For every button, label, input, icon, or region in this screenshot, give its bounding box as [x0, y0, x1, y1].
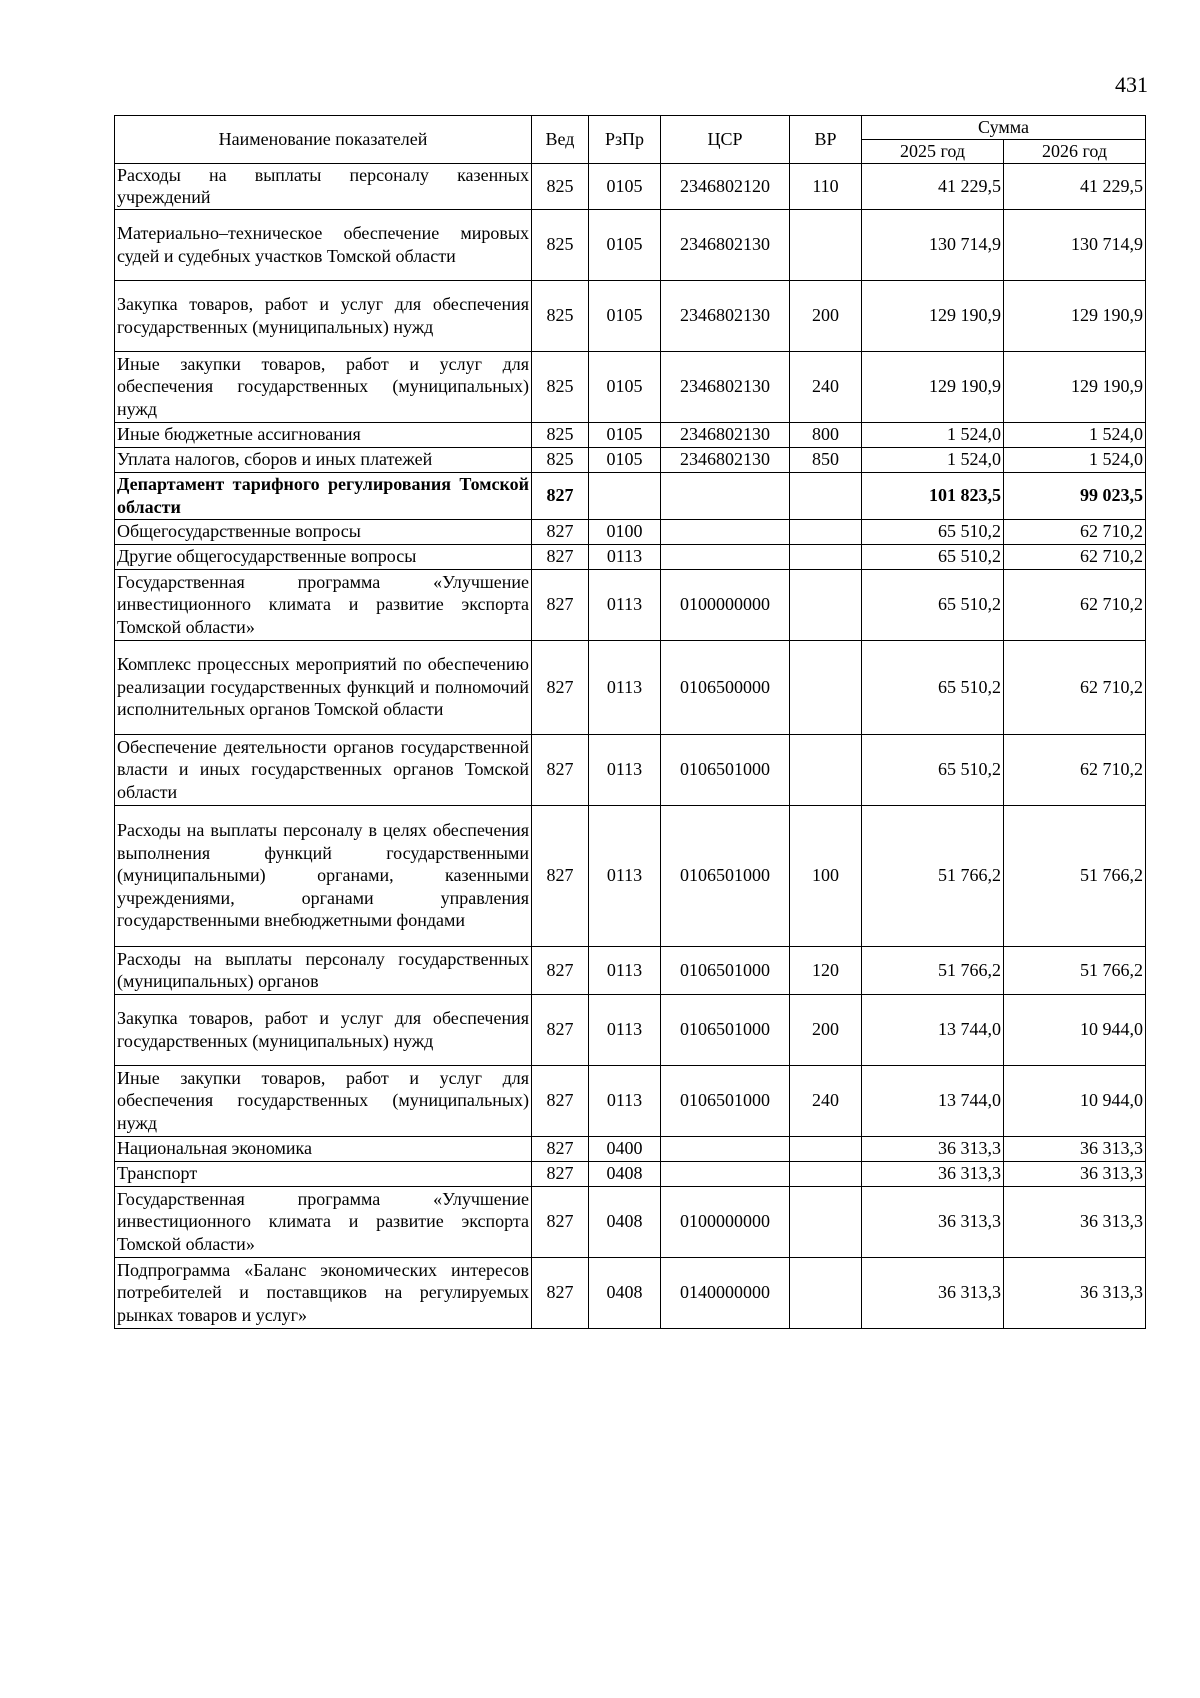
table-row — [115, 209, 1146, 280]
row-sum-2026: 10 944,0 — [1004, 994, 1146, 1065]
header-sum: Сумма — [862, 116, 1146, 140]
row-ved: 827 — [532, 1161, 589, 1186]
row-sum-2026: 51 766,2 — [1004, 805, 1146, 946]
row-sum-2026: 62 710,2 — [1004, 640, 1146, 734]
table-row — [115, 1186, 1146, 1257]
row-name: Департамент тарифного регулирования Томской области — [115, 472, 532, 519]
row-name: Государственная программа «Улучшение инвестиционного климата и развитие экспорта Томской области» — [115, 1186, 532, 1257]
row-vr: 240 — [790, 351, 862, 422]
row-rzpr: 0105 — [589, 447, 661, 472]
row-ved: 827 — [532, 569, 589, 640]
row-csr: 0100000000 — [661, 1186, 790, 1257]
row-vr — [790, 1186, 862, 1257]
row-sum-2026: 36 313,3 — [1004, 1136, 1146, 1161]
row-sum-2025: 1 524,0 — [862, 447, 1004, 472]
row-csr — [661, 472, 790, 519]
row-sum-2026: 62 710,2 — [1004, 544, 1146, 569]
row-sum-2025: 65 510,2 — [862, 569, 1004, 640]
row-rzpr: 0105 — [589, 422, 661, 447]
row-ved: 825 — [532, 163, 589, 209]
row-name: Комплекс процессных мероприятий по обеспечению реализации государственных функций и полномочий исполнительных органов Томской области — [115, 640, 532, 734]
row-ved: 827 — [532, 1257, 589, 1328]
row-sum-2026: 129 190,9 — [1004, 280, 1146, 351]
table-row — [115, 734, 1146, 805]
row-vr: 800 — [790, 422, 862, 447]
row-rzpr: 0408 — [589, 1257, 661, 1328]
table-row — [115, 472, 1146, 519]
row-sum-2025: 36 313,3 — [862, 1186, 1004, 1257]
row-sum-2025: 65 510,2 — [862, 544, 1004, 569]
row-rzpr: 0105 — [589, 163, 661, 209]
row-sum-2026: 1 524,0 — [1004, 422, 1146, 447]
table-row — [115, 1161, 1146, 1186]
row-ved: 827 — [532, 805, 589, 946]
row-sum-2026: 130 714,9 — [1004, 209, 1146, 280]
row-sum-2025: 129 190,9 — [862, 351, 1004, 422]
row-name: Расходы на выплаты персоналу государственных (муниципальных) органов — [115, 946, 532, 994]
row-vr: 120 — [790, 946, 862, 994]
table-row — [115, 351, 1146, 422]
row-sum-2025: 129 190,9 — [862, 280, 1004, 351]
table-row — [115, 519, 1146, 544]
row-name: Закупка товаров, работ и услуг для обеспечения государственных (муниципальных) нужд — [115, 994, 532, 1065]
row-csr — [661, 544, 790, 569]
row-sum-2025: 13 744,0 — [862, 994, 1004, 1065]
header-csr: ЦСР — [661, 116, 790, 164]
row-sum-2026: 51 766,2 — [1004, 946, 1146, 994]
row-rzpr: 0113 — [589, 994, 661, 1065]
row-name: Иные закупки товаров, работ и услуг для обеспечения государственных (муниципальных) нужд — [115, 1065, 532, 1136]
table-row — [115, 569, 1146, 640]
table-row — [115, 1136, 1146, 1161]
row-sum-2026: 99 023,5 — [1004, 472, 1146, 519]
row-sum-2026: 36 313,3 — [1004, 1186, 1146, 1257]
row-csr: 0106501000 — [661, 946, 790, 994]
row-rzpr: 0408 — [589, 1186, 661, 1257]
row-vr: 240 — [790, 1065, 862, 1136]
row-csr: 0106501000 — [661, 734, 790, 805]
row-rzpr: 0113 — [589, 544, 661, 569]
row-csr: 2346802130 — [661, 209, 790, 280]
row-ved: 827 — [532, 1065, 589, 1136]
row-vr: 200 — [790, 994, 862, 1065]
row-ved: 827 — [532, 544, 589, 569]
row-sum-2026: 62 710,2 — [1004, 734, 1146, 805]
row-name: Транспорт — [115, 1161, 532, 1186]
row-ved: 827 — [532, 519, 589, 544]
row-vr — [790, 640, 862, 734]
row-csr: 0140000000 — [661, 1257, 790, 1328]
row-name: Общегосударственные вопросы — [115, 519, 532, 544]
header-name: Наименование показателей — [115, 116, 532, 164]
row-sum-2025: 13 744,0 — [862, 1065, 1004, 1136]
row-rzpr: 0105 — [589, 351, 661, 422]
row-ved: 827 — [532, 946, 589, 994]
row-name: Национальная экономика — [115, 1136, 532, 1161]
row-ved: 825 — [532, 422, 589, 447]
table-row — [115, 544, 1146, 569]
row-name: Обеспечение деятельности органов государственной власти и иных государственных органов Томской области — [115, 734, 532, 805]
row-csr — [661, 519, 790, 544]
row-vr: 850 — [790, 447, 862, 472]
table-row — [115, 640, 1146, 734]
row-csr — [661, 1136, 790, 1161]
row-sum-2025: 36 313,3 — [862, 1161, 1004, 1186]
row-sum-2025: 65 510,2 — [862, 519, 1004, 544]
row-rzpr: 0113 — [589, 569, 661, 640]
row-csr: 2346802130 — [661, 351, 790, 422]
row-csr: 0106501000 — [661, 805, 790, 946]
row-rzpr: 0105 — [589, 280, 661, 351]
row-vr — [790, 472, 862, 519]
row-csr: 0106501000 — [661, 1065, 790, 1136]
row-name: Закупка товаров, работ и услуг для обеспечения государственных (муниципальных) нужд — [115, 280, 532, 351]
page-number: 431 — [1115, 72, 1148, 97]
row-rzpr: 0113 — [589, 1065, 661, 1136]
row-name: Подпрограмма «Баланс экономических интересов потребителей и поставщиков на регулируемых рынках товаров и услуг» — [115, 1257, 532, 1328]
row-sum-2025: 1 524,0 — [862, 422, 1004, 447]
header-rzpr: РзПр — [589, 116, 661, 164]
row-sum-2026: 36 313,3 — [1004, 1257, 1146, 1328]
row-sum-2026: 41 229,5 — [1004, 163, 1146, 209]
row-vr: 100 — [790, 805, 862, 946]
budget-table — [114, 115, 1146, 1329]
row-vr — [790, 519, 862, 544]
row-name: Расходы на выплаты персоналу в целях обеспечения выполнения функций государственными (муниципальными) органами, казенными учреждениями, органами управления государственными внебюджетными фондами — [115, 805, 532, 946]
header-ved: Вед — [532, 116, 589, 164]
row-csr: 0106501000 — [661, 994, 790, 1065]
row-ved: 825 — [532, 209, 589, 280]
row-ved: 827 — [532, 994, 589, 1065]
row-sum-2025: 36 313,3 — [862, 1136, 1004, 1161]
row-vr — [790, 734, 862, 805]
row-csr: 2346802120 — [661, 163, 790, 209]
row-vr: 110 — [790, 163, 862, 209]
row-vr — [790, 209, 862, 280]
row-sum-2025: 101 823,5 — [862, 472, 1004, 519]
row-ved: 827 — [532, 734, 589, 805]
header-vr: ВР — [790, 116, 862, 164]
row-ved: 825 — [532, 351, 589, 422]
row-rzpr: 0105 — [589, 209, 661, 280]
table-row — [115, 946, 1146, 994]
row-ved: 825 — [532, 280, 589, 351]
table-row — [115, 280, 1146, 351]
row-csr: 0106500000 — [661, 640, 790, 734]
row-name: Расходы на выплаты персоналу казенных учреждений — [115, 163, 532, 209]
row-rzpr: 0408 — [589, 1161, 661, 1186]
row-sum-2025: 51 766,2 — [862, 946, 1004, 994]
row-sum-2025: 41 229,5 — [862, 163, 1004, 209]
row-csr: 2346802130 — [661, 280, 790, 351]
row-csr: 2346802130 — [661, 422, 790, 447]
row-sum-2026: 129 190,9 — [1004, 351, 1146, 422]
row-rzpr: 0100 — [589, 519, 661, 544]
row-csr — [661, 1161, 790, 1186]
row-ved: 827 — [532, 472, 589, 519]
table-row — [115, 805, 1146, 946]
row-vr — [790, 569, 862, 640]
row-ved: 827 — [532, 1136, 589, 1161]
table-row — [115, 1065, 1146, 1136]
row-sum-2025: 65 510,2 — [862, 640, 1004, 734]
row-rzpr: 0113 — [589, 734, 661, 805]
row-name: Государственная программа «Улучшение инвестиционного климата и развитие экспорта Томской области» — [115, 569, 532, 640]
row-rzpr — [589, 472, 661, 519]
row-rzpr: 0113 — [589, 640, 661, 734]
row-vr — [790, 1161, 862, 1186]
row-vr — [790, 1136, 862, 1161]
row-sum-2026: 1 524,0 — [1004, 447, 1146, 472]
row-rzpr: 0113 — [589, 805, 661, 946]
table-row — [115, 1257, 1146, 1328]
row-vr: 200 — [790, 280, 862, 351]
row-ved: 827 — [532, 1186, 589, 1257]
row-name: Иные закупки товаров, работ и услуг для обеспечения государственных (муниципальных) нужд — [115, 351, 532, 422]
header-year-2026: 2026 год — [1004, 140, 1146, 164]
row-name: Иные бюджетные ассигнования — [115, 422, 532, 447]
row-ved: 825 — [532, 447, 589, 472]
row-sum-2025: 130 714,9 — [862, 209, 1004, 280]
row-sum-2026: 62 710,2 — [1004, 569, 1146, 640]
row-csr: 0100000000 — [661, 569, 790, 640]
table-row — [115, 994, 1146, 1065]
row-vr — [790, 1257, 862, 1328]
row-csr: 2346802130 — [661, 447, 790, 472]
row-name: Уплата налогов, сборов и иных платежей — [115, 447, 532, 472]
header-year-2025: 2025 год — [862, 140, 1004, 164]
row-sum-2025: 51 766,2 — [862, 805, 1004, 946]
table-body — [115, 163, 1146, 1328]
row-sum-2025: 36 313,3 — [862, 1257, 1004, 1328]
row-rzpr: 0113 — [589, 946, 661, 994]
row-sum-2026: 10 944,0 — [1004, 1065, 1146, 1136]
row-name: Другие общегосударственные вопросы — [115, 544, 532, 569]
table-row — [115, 422, 1146, 447]
row-sum-2026: 36 313,3 — [1004, 1161, 1146, 1186]
row-sum-2025: 65 510,2 — [862, 734, 1004, 805]
row-name: Материально–техническое обеспечение мировых судей и судебных участков Томской области — [115, 209, 532, 280]
row-sum-2026: 62 710,2 — [1004, 519, 1146, 544]
row-ved: 827 — [532, 640, 589, 734]
table-row — [115, 163, 1146, 209]
table-row — [115, 447, 1146, 472]
row-rzpr: 0400 — [589, 1136, 661, 1161]
row-vr — [790, 544, 862, 569]
